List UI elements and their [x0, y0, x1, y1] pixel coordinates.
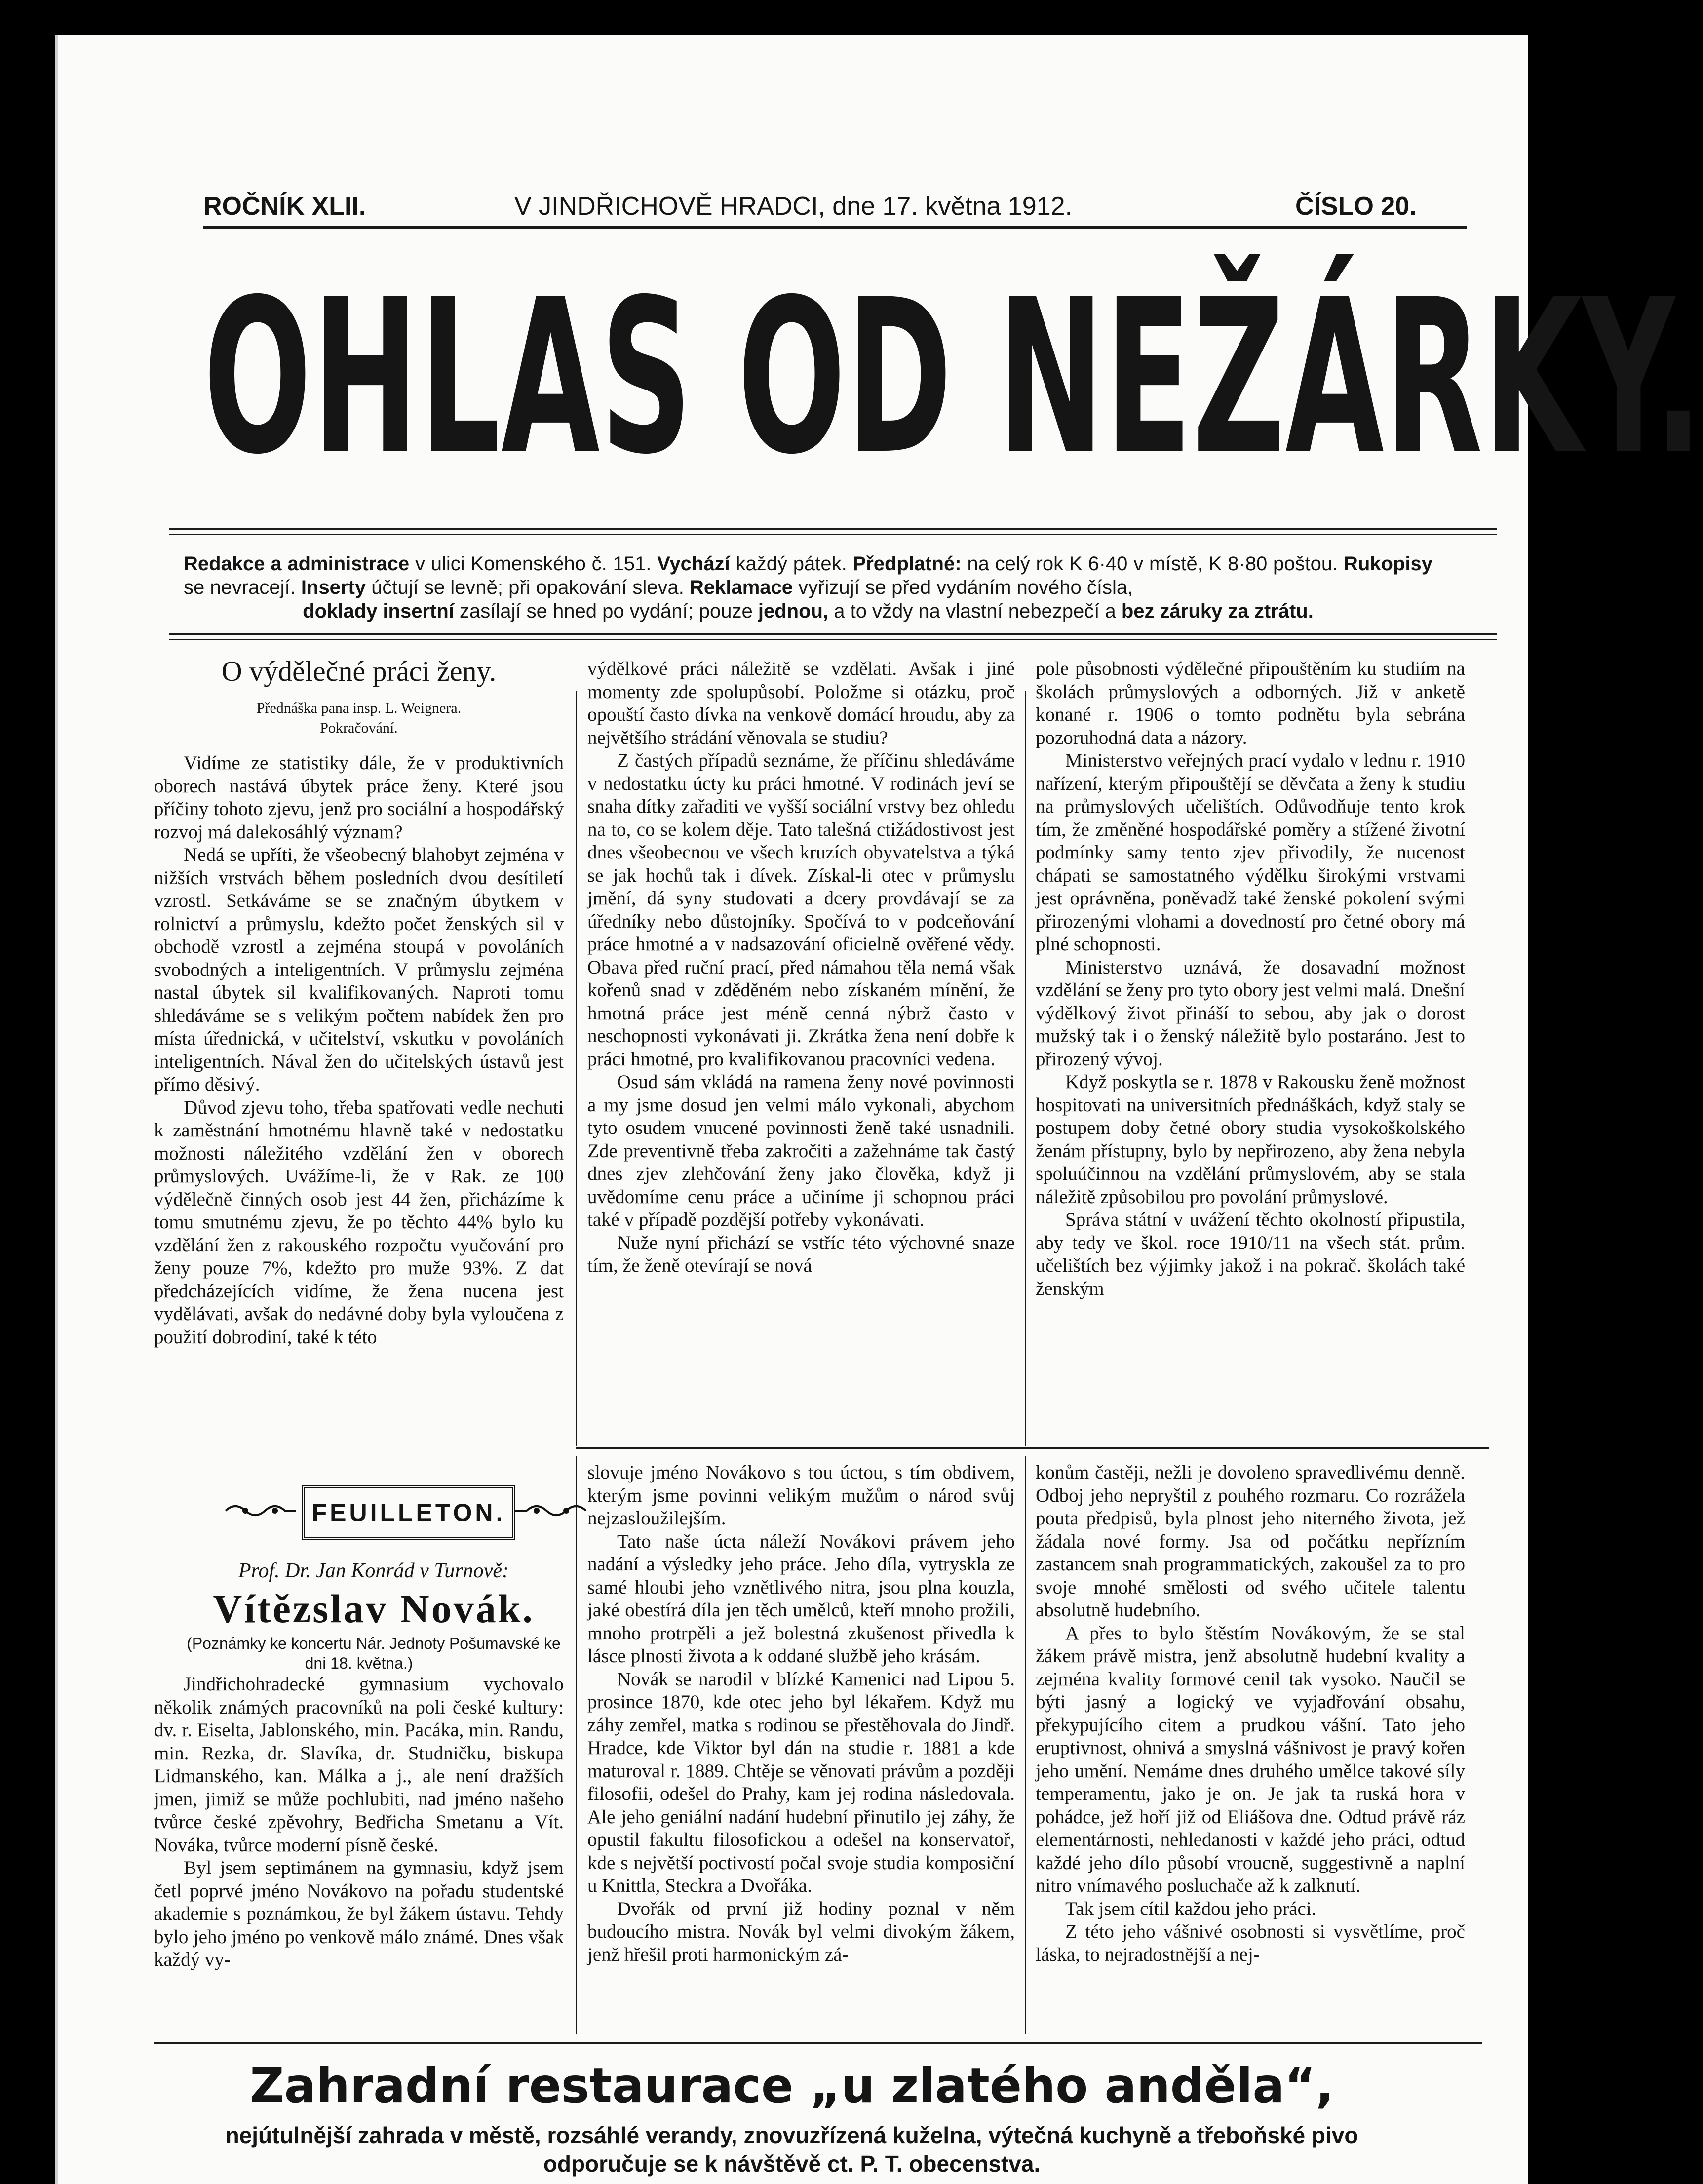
admin-text: v ulici Komenského č. 151. [409, 553, 658, 575]
admin-label: Vychází [657, 553, 730, 575]
feuilleton-heading [218, 1476, 593, 1545]
article-column-2 [587, 658, 1015, 1278]
issue-number: ČÍSLO 20. [1295, 192, 1417, 221]
admin-text: zasílají se hned po vydání; pouze [454, 600, 758, 622]
advert-title: Zahradní restaurace „u zlatého anděla“, [250, 2058, 1334, 2113]
paragraph: konům častěji, nežli je dovoleno spravedlivému denně. Odboj jeho nepryštil z pouhého rozmaru. Co rozrážela pouta předpisů, byla plnost jeho niterného života, jež žádala nové formy. Jsa od počátku nepřízním zastancem snah programmatických, zakoušel za to pro svoje mnohé smělosti od svého učitele talentu absolutně hudebního. [1036, 1462, 1465, 1621]
paragraph: Osud sám vkládá na ramena ženy nové povinnosti a my jsme dosud jen velmi málo vykonali, abychom tyto osudem vnucené povinnosti ženě také usnadnili. Zde preventivně třeba zakročiti a zažehnáme tak častý dnes zjev zlehčování ženy jako člověka, když ji uvědomíme cenu práce a učiníme ji schopnou práci také v případě pozdější potřeby vykonávati. [587, 1071, 1015, 1230]
article-column-3 [1036, 658, 1465, 1300]
feuilleton-rule [576, 1447, 1489, 1449]
masthead-title: OHLAS OD NEŽÁRKY. [203, 254, 1703, 501]
volume-number: ROČNÍK XLII. [203, 192, 366, 221]
paragraph: Tato naše úcta náleží Novákovi právem jeho nadání a výsledky jeho práce. Jeho díla, vytryskla ze samé hloubi jeho vznětlivého nitra, jsou plna kouzla, jaké obestírá díla jen těch umělců, kteří mnoho prožili, mnoho protrpěli a jež bolestná zkušenost přivedla k lásce plnosti života a k oddané službě jeho krásám. [587, 1530, 1015, 1667]
paragraph: Když poskytla se r. 1878 v Rakousku ženě možnost hospitovati na universitních přednáškách, když staly se postupem doby četné obory studia vysokoškolského ženám přístupny, bylo by nepřirozeno, aby žena nebyla spoluúčinnou na vzdělání průmyslovém, aby se stala náležitě způsobilou pro povolání průmyslové. [1036, 1071, 1465, 1208]
admin-label: Redakce a administrace [184, 553, 410, 575]
newspaper-page [55, 35, 1703, 2184]
paragraph: výdělkové práci náležitě se vzdělati. Avšak i jiné momenty zde spolupůsobí. Položme si otázku, proč opouští často dívka na venkově domácí hroudu, aby za největšího strádání věnovala se studiu? [587, 658, 1015, 748]
admin-rule [169, 633, 1497, 635]
paragraph: Novák se narodil v blízké Kamenici nad Lipou 5. prosince 1870, kde otec jeho byl lékařem. Když mu záhy zemřel, matka s rodinou se přestěhovala do Jindř. Hradce, kde Viktor byl dán na studie r. 1881 a kde maturoval r. 1889. Chtěje se věnovati právům a později filosofii, odešel do Prahy, kam jej rodina následovala. Ale jeho geniální nadání hudební přinutilo jej záhy, že opustil fakultu filosofickou a odešel na konservatoř, kde s největší poctivostí počal svoje studia komposiční u Knittla, Steckra a Dvořáka. [587, 1668, 1015, 1896]
column-separator [1025, 691, 1026, 1446]
feuilleton-column-2 [587, 1461, 1015, 1966]
admin-label: doklady insertní [303, 600, 454, 622]
admin-text: a to vždy na vlastní nebezpečí a [828, 600, 1122, 622]
advert-text [203, 2121, 1380, 2178]
header-rule [203, 226, 1467, 229]
admin-text: vyřizují se před vydáním nového čísla, [793, 577, 1133, 598]
feuilleton-note: (Poznámky ke koncertu Nár. Jednoty Pošumavské ke dni 18. května.) [187, 1635, 561, 1672]
column-separator [1025, 1456, 1026, 2034]
paragraph: Správa státní v uvážení těchto okolností připustila, aby tedy ve škol. roce 1910/11 na všech stát. prům. učelištích bez výjimky jakož i na pokrač. školách také ženským [1036, 1209, 1465, 1299]
article-lecture: Přednáška pana insp. L. Weignera. [256, 700, 462, 716]
paragraph: Ministerstvo veřejných prací vydalo v lednu r. 1910 nařízení, kterým připouštějí se děvčata a ženy k studiu na průmyslových učelištích. Odůvodňuje tento krok tím, že změněné hospodářské poměry a stížené životní podmínky samy tento zjev přivodily, že nucenost chápati se samostatného výdělku širokými vrstvami jest oprávněna, poněvadž také ženské pokolení svými přirozenými vlohami a dovedností pro četné obory má plné schopnosti. [1036, 750, 1465, 955]
admin-label: jednou, [758, 600, 829, 622]
admin-label: Reklamace [689, 577, 793, 598]
place-and-date: V JINDŘICHOVĚ HRADCI, dne 17. května 1912. [514, 192, 1073, 221]
feuilleton-label: FEUILLETON. [302, 1485, 515, 1540]
advert-line: nejútulnější zahrada v městě, rozsáhlé verandy, znovuzřízená kuželna, výtečná kuchyně a třeboňské pivo [225, 2122, 1358, 2148]
paragraph: Nedá se upříti, že všeobecný blahobyt zejména v nižších vrstvách během posledních dvou desítiletí vzrostl. Setkáváme se se značným úbytkem v rolnictví a průmyslu, kdežto počet ženských sil v obchodě vzrostl a zejména stoupá v povoláních svobodných a inteligentních. V průmyslu zejména nastal úbytek sil kvalifikovaných. Naproti tomu shledáváme se s velikým počtem nabídek žen pro místa úřednická, v učitelství, vskutku v povoláních inteligentních. Nával žen do učitelských ústavů jest přímo děsivý. [154, 844, 564, 1095]
admin-last-line [184, 599, 1432, 623]
article-continuation: Pokračování. [320, 720, 398, 736]
advert-line: odporučuje se k návštěvě ct. P. T. obecenstva. [543, 2151, 1041, 2177]
column-separator [576, 691, 577, 1446]
ornament-right-icon [514, 1502, 588, 1520]
admin-text: na celý rok K 6·40 v místě, K 8·80 poštou. [961, 553, 1344, 575]
admin-text: účtují se levně; při opakování sleva. [366, 577, 690, 598]
administration-notice [184, 552, 1432, 623]
admin-rule-thin [169, 639, 1497, 640]
paragraph: A přes to bylo štěstím Novákovým, že se stal žákem právě mistra, jenž absolutně hudební kvality a zejména kvality formové cenil tak vysoko. Naučil se býti jasný a logický ve vyjadřování obsahu, překypujícího citem a prudkou vášní. Tato jeho eruptivnost, ohnivá a smyslná vášnivost je pravý kořen jeho umění. Nemáme dnes druhého umělce takové síly temperamentu, jako je on. Je jak ta ruská hora v pohádce, jež hoří již od Eliášova dne. Odtud právě ráz elementárnosti, nehledanosti v každé jeho práci, odtud každé jeho dílo působí vroucně, suggestivně a naplní nitro vnímavého posluchače až k zalknutí. [1036, 1622, 1465, 1896]
paragraph: Z častých případů seznáme, že příčinu shledáváme v nedostatku úcty ku práci hmotné. V rodinách jeví se snaha dítky zařaditi ve vyšší sociální vrstvy bez ohledu na to, co se kolem děje. Tato talešná ctižádostivost jest dnes všeobecnou ve všech kruzích obyvatelstva a týká se jak hochů tak i dívek. Získal-li otec v průmyslu jmění, dá syny studovati a dcery provdávají se za úředníky nebo důstojníky. Spočívá to v podceňování práce hmotné a v nadsazování oficielně ověřené vědy. Obava před ruční prací, před námahou těla nemá však kořenů snad v zděděném nebo získaném mínění, že hmotná práce jest méně cenná nýbrž často v neschopnosti vykonávati ji. Zkrátka žena není dobře k práci hmotné, pro kvalifikovanou pracovníci vedena. [587, 750, 1015, 1070]
paragraph: Nuže nyní přichází se vstříc této výchovné snaze tím, že ženě otevírají se nová [587, 1232, 1015, 1276]
admin-text: každý pátek. [730, 553, 853, 575]
paragraph: Vidíme ze statistiky dále, že v produktivních oborech nastává úbytek práce ženy. Které jsou příčiny tohoto zjevu, jenž pro sociální a hospodářský rozvoj má dalekosáhlý význam? [154, 752, 564, 843]
masthead-rule-thin [169, 534, 1497, 535]
masthead-rule [169, 528, 1497, 530]
paragraph: Byl jsem septimánem na gymnasiu, když jsem četl poprvé jméno Novákovo na pořadu studentské akademie s poznámkou, že byl žákem ústavu. Tehdy bylo jeho jméno po venkově málo známé. Dnes však každý vy- [154, 1857, 564, 1970]
article-title: O výdělečné práci ženy. [221, 655, 497, 687]
feuilleton-title: Vítězslav Novák. [213, 1586, 535, 1631]
advert-rule [154, 2042, 1482, 2044]
feuilleton-column-1 [154, 1558, 564, 1972]
paragraph: Ministerstvo uznává, že dosavadní možnost vzdělání se ženy pro tyto obory jest velmi malá. Dnešní výdělkový život přináší to sebou, aby jak o dorost mužský tak i o ženský náležitě bylo postaráno. Jest to přirozený vývoj. [1036, 956, 1465, 1070]
paragraph: Důvod zjevu toho, třeba spatřovati vedle nechuti k zaměstnání hmotnému hlavně také v nedostatku možnosti náležitého vzdělání žen v oborech průmyslových. Uvážíme-li, že v Rak. ze 100 výdělečně činných osob jest 44 žen, přicházíme k tomu smutnému zjevu, že po těchto 44% bylo ku vzdělání žen z rakouského rozpočtu vyučování pro ženy pouze 7%, kdežto pro muže 93%. Z dat předcházejících vidíme, že žena nucena jest vydělávati, avšak do nedávné doby byla vyloučena z použití dobrodiní, také k této [154, 1096, 564, 1348]
paragraph: Tak jsem cítil každou jeho práci. [1065, 1898, 1316, 1919]
paragraph: slovuje jméno Novákovo s tou úctou, s tím obdivem, kterým jsme povinni velikým mužům o národ svůj nejzasloužilejším. [587, 1462, 1015, 1529]
paragraph: Dvořák od první již hodiny poznal v něm budoucího mistra. Novák byl velmi divokým žákem, jenž hřešil proti harmonickým zá- [587, 1898, 1015, 1965]
admin-label: Rukopisy [1343, 553, 1433, 575]
paragraph: pole působnosti výdělečné připouštěním ku studiím na školách průmyslových a odborných. Již v anketě konané r. 1906 o tomto podnětu byla sebrána pozoruhodná data a názory. [1036, 658, 1465, 748]
paragraph: Z této jeho vášnivé osobnosti si vysvětlíme, proč láska, to nejradostnější a nej- [1036, 1921, 1465, 1965]
feuilleton-author: Prof. Dr. Jan Konrád v Turnově: [238, 1560, 509, 1582]
admin-text: se nevracejí. [184, 577, 301, 598]
article-column-1 [154, 649, 564, 1349]
admin-label: Předplatné: [852, 553, 962, 575]
admin-label: Inserty [301, 577, 366, 598]
paragraph: Jindřichohradecké gymnasium vychovalo několik známých pracovníků na poli české kultury: dv. r. Eiselta, Jablonského, min. Pacáka, min. Randu, min. Rezka, dr. Slavíka, dr. Studničku, biskupa Lidmanského, kan. Málka a j., ale není dražších jmen, jimiž se může pochlubiti, nad jméno našeho tvůrce české zpěvohry, Bedřicha Smetanu a Vít. Nováka, tvůrce moderní písně české. [154, 1674, 564, 1856]
ornament-left-icon [223, 1502, 297, 1520]
admin-label: bez záruky za ztrátu. [1121, 600, 1314, 622]
feuilleton-column-3 [1036, 1461, 1465, 1966]
